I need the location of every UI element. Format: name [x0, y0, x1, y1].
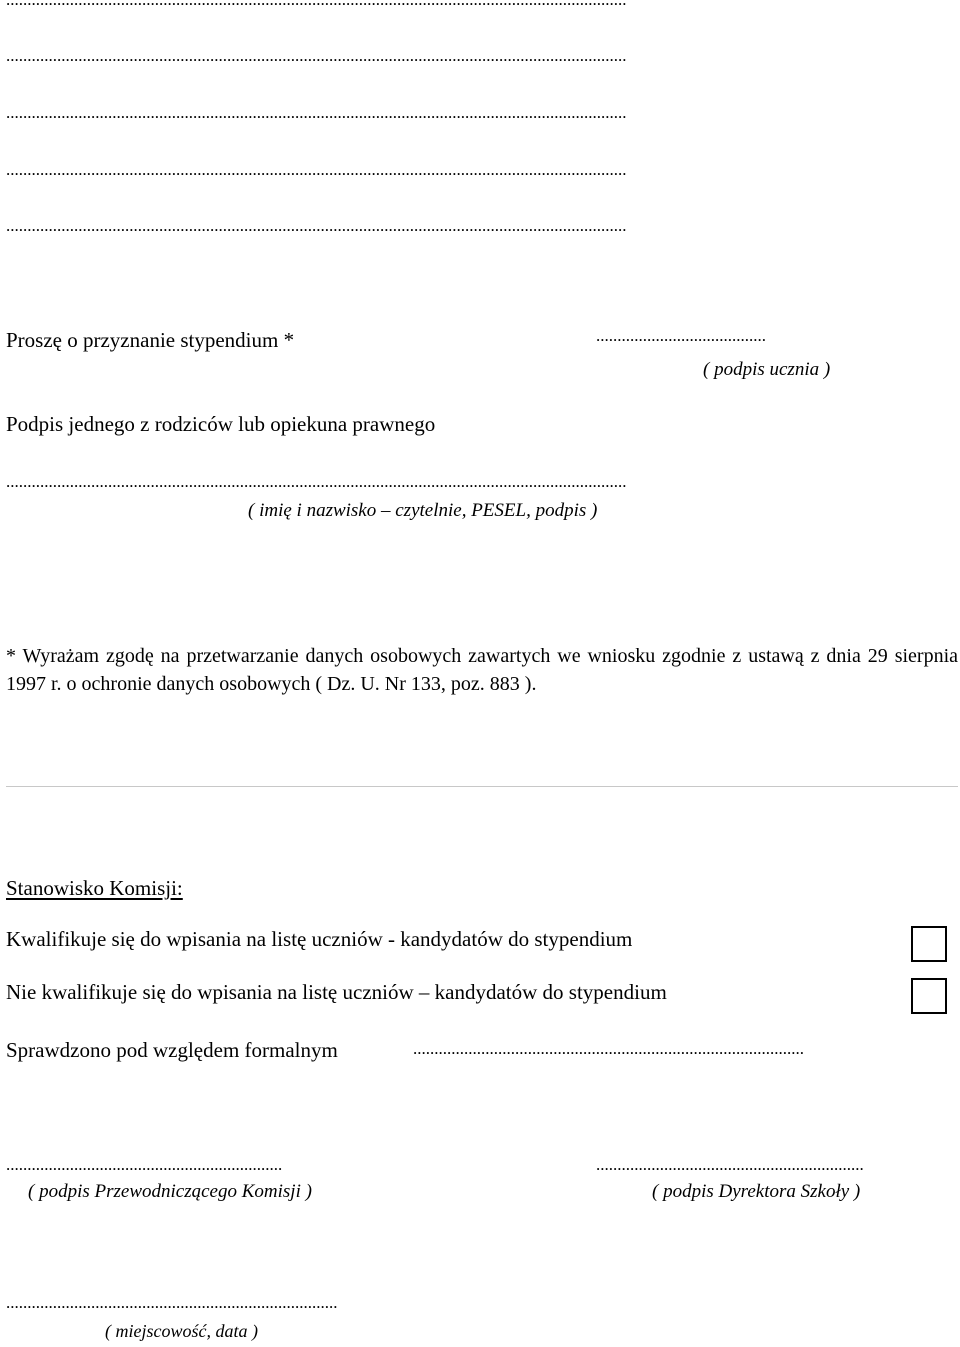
student-signature-line[interactable]: ........................................: [596, 326, 766, 345]
place-date-caption: ( miejscowość, data ): [105, 1321, 258, 1341]
commission-heading: Stanowisko Komisji:: [6, 876, 183, 900]
option-qualifies-label: Kwalifikuje się do wpisania na listę uczniów - kandydatów do stypendium: [6, 927, 633, 951]
parent-signature-line[interactable]: ..................................................................................................................................................: [6, 472, 627, 491]
parent-signature-label: Podpis jednego z rodziców lub opiekuna prawnego: [6, 412, 436, 436]
formal-check-label: Sprawdzono pod względem formalnym: [6, 1038, 338, 1062]
chair-signature-line[interactable]: .................................................................: [6, 1155, 283, 1174]
option-not-qualifies-checkbox[interactable]: [911, 978, 947, 1014]
director-signature-line[interactable]: ...............................................................: [596, 1155, 864, 1174]
option-qualifies-checkbox[interactable]: [911, 926, 947, 962]
chair-signature-caption: ( podpis Przewodniczącego Komisji ): [28, 1181, 312, 1202]
dotted-line-5[interactable]: ..................................................................................................................................................: [6, 216, 627, 235]
formal-check-line[interactable]: ............................................................................................: [413, 1039, 804, 1058]
section-divider: [6, 786, 958, 787]
option-not-qualifies-label: Nie kwalifikuje się do wpisania na listę uczniów – kandydatów do stypendium: [6, 980, 667, 1004]
student-signature-caption: ( podpis ucznia ): [703, 359, 831, 380]
dotted-line-3[interactable]: ..................................................................................................................................................: [6, 103, 627, 122]
scholarship-request-label: Proszę o przyznanie stypendium *: [6, 328, 295, 352]
dotted-line-2[interactable]: ..................................................................................................................................................: [6, 46, 627, 65]
data-processing-consent: * Wyrażam zgodę na przetwarzanie danych osobowych zawartych we wniosku zgodnie z ustawą z dnia 29 sierpnia 1997 r. o ochronie danych osobowych ( Dz. U. Nr 133, poz. 883 ).: [6, 645, 958, 695]
director-signature-caption: ( podpis Dyrektora Szkoły ): [652, 1181, 861, 1202]
dotted-line-4[interactable]: ..................................................................................................................................................: [6, 160, 627, 179]
dotted-line-1[interactable]: [6, 0, 956, 10]
place-date-line[interactable]: ..............................................................................: [6, 1293, 338, 1312]
parent-signature-caption: ( imię i nazwisko – czytelnie, PESEL, podpis ): [248, 500, 598, 521]
